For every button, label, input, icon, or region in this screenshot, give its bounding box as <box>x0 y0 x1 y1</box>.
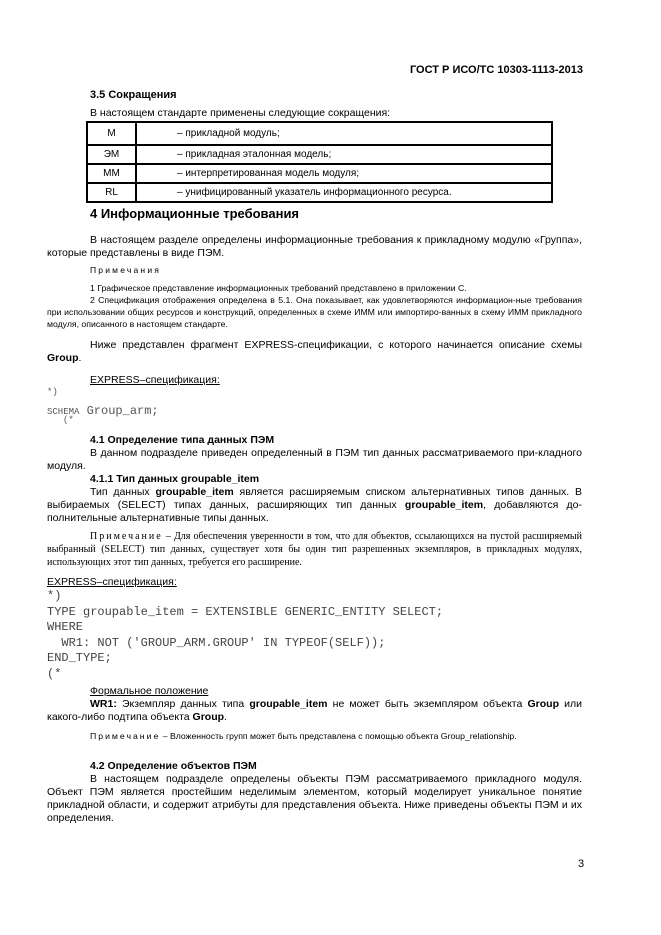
section-4-1-paragraph: В данном подразделе приведен определенный в ПЭМ тип данных рассматриваемого при-кладного модуля. <box>47 447 582 472</box>
abbr-definition: – прикладная эталонная модель; <box>136 145 552 164</box>
text-run: Тип данных <box>90 486 156 498</box>
document-header: ГОСТ Р ИСО/ТС 10303-1113-2013 <box>409 64 583 76</box>
section-4-title: 4 Информационные требования <box>90 206 300 221</box>
abbr-definition: – интерпретированная модель модуля; <box>136 164 552 183</box>
note-select <box>47 530 582 569</box>
note-label: Примечание <box>90 531 163 542</box>
abbr-cell: ЭМ <box>87 145 136 164</box>
express-label-2: EXPRESS–спецификация: <box>47 576 177 588</box>
text-run: или какого-либо подтипа объекта <box>47 698 582 723</box>
code-line: (* <box>47 666 62 681</box>
code-line: END_TYPE; <box>47 651 112 665</box>
table-row <box>87 164 552 183</box>
fragment-end: . <box>78 352 82 364</box>
table-row <box>87 183 552 202</box>
note-text: – Вложенность групп может быть представлена с помощью объекта Group_relationship. <box>160 731 517 741</box>
text-run: , добавляются до-полнительные альтернативные типы данных. <box>47 499 582 524</box>
section-4-1-1-title: 4.1.1 Тип данных groupable_item <box>90 473 260 485</box>
abbreviations-table <box>86 121 553 203</box>
page-number: 3 <box>578 858 585 870</box>
notes-heading: Примечания <box>90 265 162 275</box>
abbr-cell: М <box>87 122 136 145</box>
note-1: 1 Графическое представление информационных требований представлено в приложении С. <box>90 283 467 293</box>
code-block <box>47 589 443 682</box>
groupable-paragraph <box>47 486 582 525</box>
fragment-paragraph <box>47 339 582 365</box>
fragment-schema-name: Group <box>47 352 79 364</box>
note-label: Примечание <box>90 731 161 741</box>
section-3-5-title: 3.5 Сокращения <box>90 89 177 101</box>
code-line: TYPE groupable_item = EXTENSIBLE GENERIC_ENTITY SELECT; <box>47 604 444 619</box>
section-4-1-title: 4.1 Определение типа данных ПЭМ <box>90 434 275 446</box>
code-line: WR1: NOT ('GROUP_ARM.GROUP' IN TYPEOF(SELF)); <box>47 635 386 650</box>
code-keyword: SCHEMA <box>47 407 80 417</box>
abbreviations-intro: В настоящем стандарте применены следующие сокращения: <box>90 107 391 119</box>
text-run: является расширяемым списком альтернативных типов данных. В выбираемых (SELECT) типах данных, расширяющих тип данных <box>47 486 582 511</box>
section-4-2-paragraph: В настоящем подразделе определены объекты ПЭМ рассматриваемого прикладного модуля. Объект ПЭМ является простейшим неделимым элементом, который моделирует уникальное понятие прикладной области, и содержит атрибуты для представления объекта. Ниже приведены объекты ПЭМ и их определения. <box>47 773 582 824</box>
abbr-definition: – унифицированный указатель информационного ресурса. <box>136 183 552 202</box>
note-2: 2 Спецификация отображения определена в 5.1. Она показывает, как удовлетворяются информацион-ные требования при использовании общих ресурсов и конструкций, определенных в схеме ИММ или импортиро-ванных в схему ИММ прикладного модуля, описанного в настоящем стандарте. <box>47 295 582 329</box>
express-label-1: EXPRESS–спецификация: <box>90 374 220 386</box>
entity-name: Group <box>192 711 225 723</box>
fragment-text: Ниже представлен фрагмент EXPRESS-спецификации, с которого начинается описание схемы <box>90 339 582 351</box>
rule-label: WR1: <box>90 698 117 710</box>
text-run: . <box>224 711 227 723</box>
text-run: Экземпляр данных типа <box>116 698 250 710</box>
table-row <box>87 145 552 164</box>
type-name: groupable_item <box>404 499 484 511</box>
abbr-cell: RL <box>87 183 136 202</box>
code-schema: Group_arm; <box>79 404 159 418</box>
formal-statement <box>47 698 582 724</box>
note-text: – Для обеспечения уверенности в том, что для объектов, ссылающихся на пустой расширяемый выбранный (SELECT) тип данных, существует хотя бы один тип разрешенных экземпляров, в прикладных модулях, использующих этот тип данных, требуется его расширение. <box>47 531 582 568</box>
type-name: groupable_item <box>155 486 234 498</box>
code-line: WHERE <box>47 620 84 634</box>
formal-title: Формальное положение <box>90 685 209 697</box>
note-nesting <box>47 730 582 742</box>
section-4-2-title: 4.2 Определение объектов ПЭМ <box>90 760 257 772</box>
type-name: groupable_item <box>249 698 328 710</box>
abbr-cell: ММ <box>87 164 136 183</box>
section-4-paragraph: В настоящем разделе определены информационные требования к прикладному модулю «Группа», которые представлены в виде ПЭМ. <box>47 234 582 259</box>
entity-name: Group <box>527 698 559 710</box>
table-row <box>87 122 552 145</box>
text-run: не может быть экземпляром объекта <box>327 698 528 710</box>
code-line: *) <box>47 589 62 603</box>
code-line: *) <box>47 387 58 397</box>
code-line: (* <box>63 415 74 425</box>
abbr-definition: – прикладной модуль; <box>136 122 552 145</box>
